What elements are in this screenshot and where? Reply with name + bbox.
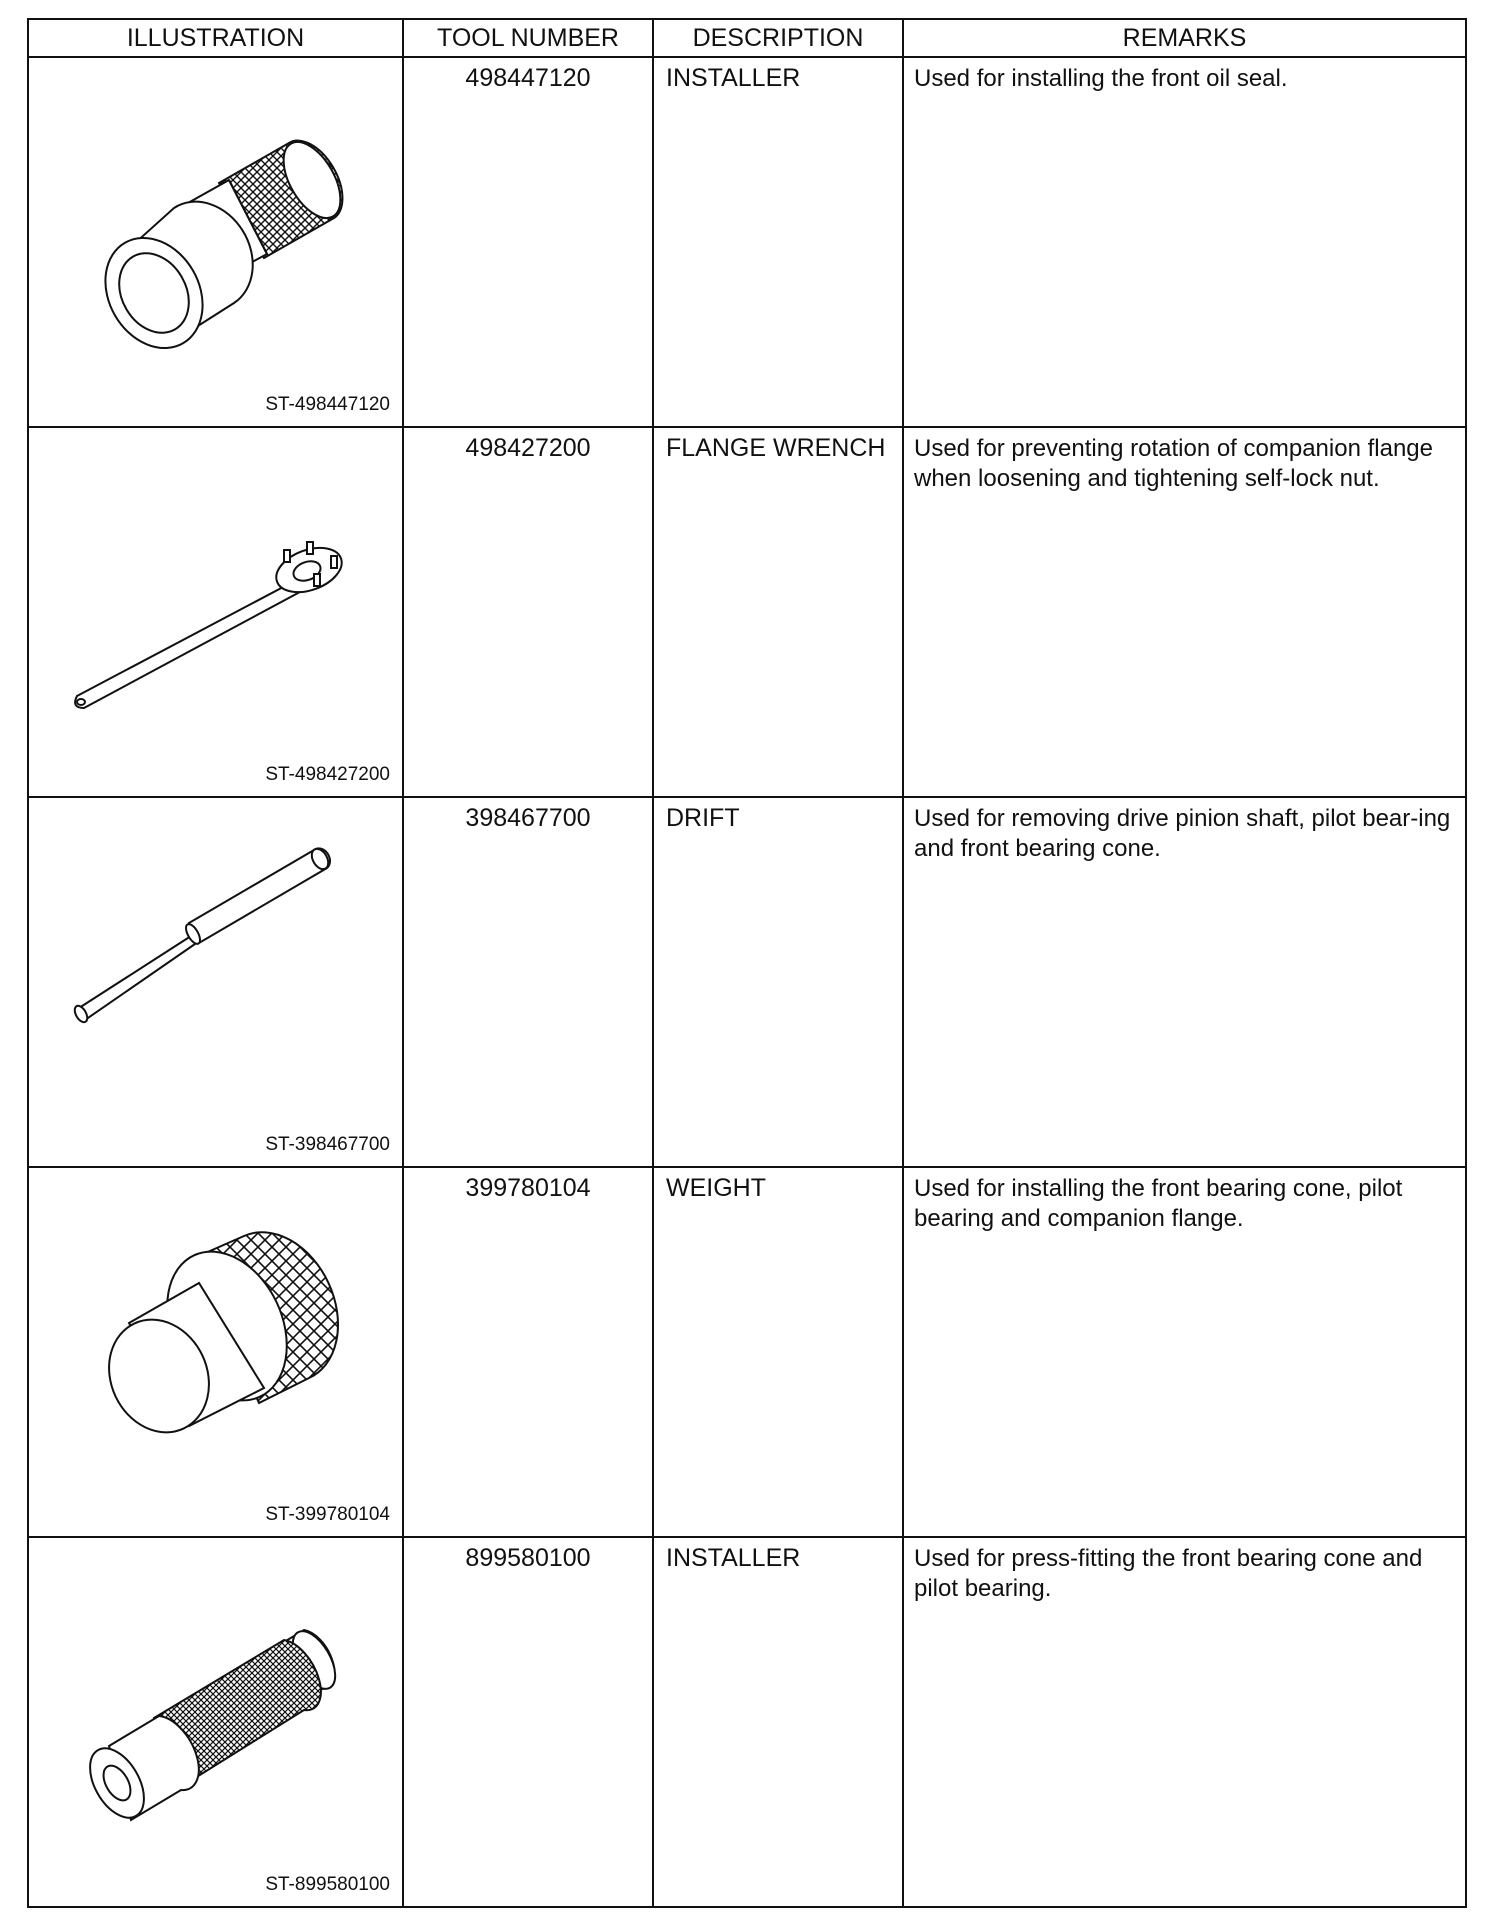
table-row	[28, 57, 1466, 427]
table-row	[28, 1167, 1466, 1537]
installer-icon	[69, 88, 369, 388]
illustration-label: ST-399780104	[265, 1504, 390, 1525]
tool-remarks: Used for installing the front bearing cone, pilot bearing and companion flange.	[903, 1167, 1466, 1537]
tool-remarks: Used for installing the front oil seal.	[903, 57, 1466, 427]
tool-number: 498427200	[403, 427, 653, 797]
weight-icon	[69, 1198, 369, 1498]
table-header-row	[28, 19, 1466, 57]
tool-description: INSTALLER	[653, 1537, 903, 1907]
flange-wrench-icon	[69, 458, 369, 758]
illustration-cell	[28, 1167, 403, 1537]
header-description: DESCRIPTION	[653, 19, 903, 57]
tool-number: 899580100	[403, 1537, 653, 1907]
header-tool-number: TOOL NUMBER	[403, 19, 653, 57]
illustration-label: ST-498447120	[265, 394, 390, 415]
tool-remarks: Used for preventing rotation of companion flange when loosening and tightening self-lock nut.	[903, 427, 1466, 797]
illustration-cell	[28, 427, 403, 797]
tool-description: WEIGHT	[653, 1167, 903, 1537]
tool-number: 498447120	[403, 57, 653, 427]
header-illustration: ILLUSTRATION	[28, 19, 403, 57]
tool-description: INSTALLER	[653, 57, 903, 427]
installer-icon	[69, 1568, 369, 1868]
illustration-cell	[28, 1537, 403, 1907]
tool-description: DRIFT	[653, 797, 903, 1167]
tool-remarks: Used for press-fitting the front bearing cone and pilot bearing.	[903, 1537, 1466, 1907]
illustration-cell	[28, 797, 403, 1167]
table-row	[28, 427, 1466, 797]
table-row	[28, 1537, 1466, 1907]
special-tools-table	[27, 18, 1467, 1908]
tool-remarks: Used for removing drive pinion shaft, pilot bear-ing and front bearing cone.	[903, 797, 1466, 1167]
tool-description: FLANGE WRENCH	[653, 427, 903, 797]
tool-number: 399780104	[403, 1167, 653, 1537]
illustration-label: ST-899580100	[265, 1874, 390, 1895]
table-row	[28, 797, 1466, 1167]
illustration-label: ST-498427200	[265, 764, 390, 785]
drift-icon	[69, 828, 369, 1128]
header-remarks: REMARKS	[903, 19, 1466, 57]
tool-number: 398467700	[403, 797, 653, 1167]
illustration-label: ST-398467700	[265, 1134, 390, 1155]
illustration-cell	[28, 57, 403, 427]
